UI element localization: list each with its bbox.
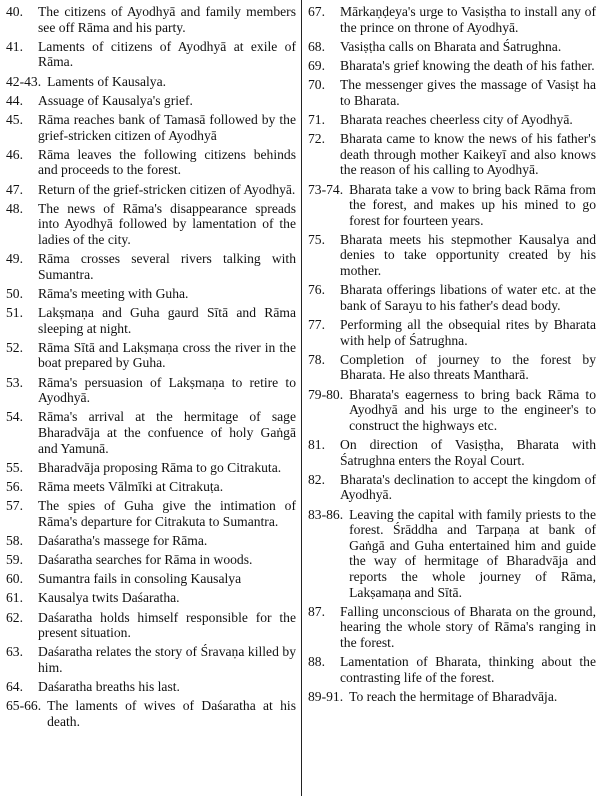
contents-entry <box>308 232 596 279</box>
entry-number: 47. <box>6 181 23 197</box>
entry-text: Daśaratha holds himself responsible for the present situation. <box>38 609 296 641</box>
entry-text: Kausalya twits Daśaratha. <box>38 590 180 606</box>
entry-text: The laments of wives of Daśaratha at his death. <box>47 698 296 729</box>
entry-text: Laments of citizens of Ayodhyā at exile of Rāma. <box>38 38 296 70</box>
contents-entry <box>308 507 596 601</box>
entry-number: 70. <box>308 77 325 93</box>
entry-text: Sumantra fails in consoling Kausalya <box>38 571 242 587</box>
entry-text: Daśaratha breaths his last. <box>38 679 180 695</box>
contents-entry <box>6 4 296 35</box>
entry-number: 88. <box>308 654 325 670</box>
entry-number: 89-91. <box>308 688 344 704</box>
contents-entry <box>6 340 296 371</box>
entry-text: Completion of journey to the forest by Bharata. He also threats Mantharā. <box>340 351 596 383</box>
entry-text: Assuage of Kausalya's grief. <box>38 92 193 108</box>
entry-text: Rāma's persuasion of Lakṣmaṇa to retire to Ayodhyā. <box>38 374 296 406</box>
entry-text: Lakṣmaṇa and Guha gaurd Sītā and Rāma sleeping at night. <box>38 305 296 336</box>
entry-text: Rāma crosses several rivers talking with Sumantra. <box>38 251 296 282</box>
entry-number: 72. <box>308 131 325 147</box>
entry-number: 57. <box>6 498 23 514</box>
entry-text: The messenger gives the massage of Vasiṣt ha to Bharata. <box>340 77 596 108</box>
entry-text: Bharata meets his stepmother Kausalya and denies to take opportunity created by his mother. <box>340 231 596 279</box>
contents-entry <box>308 317 596 348</box>
contents-entry <box>6 74 296 90</box>
entry-text: Rāma's arrival at the hermitage of sage Bharadvāja at the confuence of holy Gaṅgā and Yamunā. <box>38 409 296 456</box>
entry-number: 76. <box>308 282 325 298</box>
entry-text: Bharata take a vow to bring back Rāma from the forest, and makes up his mined to go forest for fourteen years. <box>349 181 596 228</box>
entry-number: 46. <box>6 146 23 162</box>
entry-number: 45. <box>6 111 23 127</box>
entry-text: Rāma leaves the following citizens behinds and proceeds to the forest. <box>38 146 296 178</box>
contents-entry <box>6 610 296 641</box>
contents-entry <box>6 286 296 302</box>
contents-entry <box>6 679 296 695</box>
entry-number: 59. <box>6 552 23 568</box>
entry-text: Bharata's declination to accept the kingdom of Ayodhyā. <box>340 471 596 503</box>
entry-number: 48. <box>6 200 23 216</box>
contents-entry <box>6 182 296 198</box>
contents-entry <box>308 112 596 128</box>
contents-entry <box>308 654 596 685</box>
entry-text: Bharata came to know the news of his father's death through mother Kaikeyī and also knows the reason of his calling to Ayodhyā. <box>340 131 596 178</box>
contents-entry <box>6 479 296 495</box>
entry-text: Bharata reaches cheerless city of Ayodhyā. <box>340 111 573 127</box>
entry-number: 79-80. <box>308 386 344 402</box>
entry-number: 49. <box>6 251 23 267</box>
contents-entry <box>308 39 596 55</box>
entry-number: 53. <box>6 374 23 390</box>
entry-number: 52. <box>6 339 23 355</box>
entry-text: Rāma's meeting with Guha. <box>38 285 189 301</box>
entry-text: Daśaratha's massege for Rāma. <box>38 532 208 548</box>
contents-entry <box>308 437 596 468</box>
entry-text: Bharata's eagerness to bring back Rāma to Ayodhyā and his urge to the engineer's to construct the highways etc. <box>349 386 596 433</box>
entry-number: 87. <box>308 603 325 619</box>
entry-number: 50. <box>6 285 23 301</box>
entry-number: 67. <box>308 4 325 19</box>
contents-entry <box>308 689 596 705</box>
entry-text: The spies of Guha give the intimation of Rāma's departure for Citrakuta to Sumantra. <box>38 498 296 529</box>
entry-text: Lamentation of Bharata, thinking about the contrasting life of the forest. <box>340 654 596 685</box>
contents-entry <box>308 58 596 74</box>
contents-entry <box>6 147 296 178</box>
contents-entry <box>308 131 596 178</box>
entry-number: 64. <box>6 679 23 695</box>
entry-text: Rāma meets Vālmīki at Citrakuṭa. <box>38 478 224 494</box>
entry-text: Laments of Kausalya. <box>47 73 167 89</box>
entry-text: Bharadvāja proposing Rāma to go Citrakuta. <box>38 459 282 475</box>
entry-text: Daśaratha searches for Rāma in woods. <box>38 552 253 568</box>
contents-entry <box>6 251 296 282</box>
entry-number: 65-66. <box>6 698 42 714</box>
entry-text: Daśaratha relates the story of Śravaṇa killed by him. <box>38 644 296 676</box>
entry-number: 61. <box>6 590 23 606</box>
contents-entry <box>308 182 596 229</box>
entry-number: 71. <box>308 111 325 127</box>
contents-entry <box>6 409 296 456</box>
contents-entry <box>308 472 596 503</box>
entry-number: 73-74. <box>308 181 344 197</box>
entry-number: 82. <box>308 471 325 487</box>
entry-number: 41. <box>6 38 23 54</box>
entry-text: Return of the grief-stricken citizen of Ayodhyā. <box>38 181 296 197</box>
entry-text: To reach the hermitage of Bharadvāja. <box>349 688 558 704</box>
left-column <box>6 4 296 733</box>
entry-number: 51. <box>6 305 23 321</box>
entry-number: 40. <box>6 4 23 19</box>
entry-text: On direction of Vasiṣṭha, Bharata with Śatrughna enters the Royal Court. <box>340 436 596 468</box>
entry-text: The citizens of Ayodhyā and family members see off Rāma and his party. <box>38 4 296 35</box>
entry-text: Bharata's grief knowing the death of his father. <box>340 57 595 73</box>
entry-text: Rāma reaches bank of Tamasā followed by the grief-stricken citizen of Ayodhyā <box>38 111 296 143</box>
entry-number: 69. <box>308 57 325 73</box>
contents-entry <box>308 77 596 108</box>
entry-text: Rāma Sītā and Lakṣmaṇa cross the river in the boat prepared by Guha. <box>38 339 296 371</box>
entry-number: 60. <box>6 571 23 587</box>
right-column <box>308 4 596 708</box>
entry-number: 58. <box>6 532 23 548</box>
contents-entry <box>6 305 296 336</box>
entry-text: Leaving the capital with family priests to the forest. Śrāddha and Tarpaṇa at bank of Gaṅgā and Guha entertained him and guide the way of hermitage of Bharadvāja and reports the whole journey of Rāma, Lakṣamaṇa and Sītā. <box>349 506 596 600</box>
contents-entry <box>6 112 296 143</box>
entry-text: Falling unconscious of Bharata on the ground, hearing the whole story of Rāma's ranging in the forest. <box>340 603 596 650</box>
entry-number: 44. <box>6 92 23 108</box>
entry-text: Bharata offerings libations of water etc. at the bank of Sarayu to his father's dead body. <box>340 282 596 313</box>
contents-entry <box>6 644 296 675</box>
contents-entry <box>308 282 596 313</box>
entry-number: 77. <box>308 317 325 333</box>
contents-entry <box>308 352 596 383</box>
entry-number: 75. <box>308 231 325 247</box>
entry-text: Mārkaṇḍeya's urge to Vasiṣtha to install any of the prince on throne of Ayodhyā. <box>340 4 596 35</box>
entry-number: 68. <box>308 38 325 54</box>
entry-number: 55. <box>6 459 23 475</box>
entry-number: 54. <box>6 409 23 425</box>
contents-entry <box>6 498 296 529</box>
contents-entry <box>6 698 296 729</box>
contents-entry <box>308 387 596 434</box>
contents-entry <box>308 604 596 651</box>
entry-number: 56. <box>6 478 23 494</box>
contents-entry <box>6 590 296 606</box>
contents-entry <box>6 201 296 248</box>
contents-entry <box>6 39 296 70</box>
entry-number: 81. <box>308 436 325 452</box>
contents-entry <box>6 533 296 549</box>
entry-number: 78. <box>308 351 325 367</box>
contents-entry <box>6 93 296 109</box>
entry-number: 63. <box>6 644 23 660</box>
column-divider <box>301 0 302 796</box>
entry-text: Vasiṣṭha calls on Bharata and Śatrughna. <box>340 38 562 54</box>
contents-entry <box>6 460 296 476</box>
entry-number: 83-86. <box>308 506 344 522</box>
contents-entry <box>308 4 596 35</box>
contents-entry <box>6 375 296 406</box>
contents-entry <box>6 552 296 568</box>
entry-number: 42-43. <box>6 73 42 89</box>
entry-number: 62. <box>6 609 23 625</box>
contents-entry <box>6 571 296 587</box>
entry-text: Performing all the obsequial rites by Bharata with help of Śatrughna. <box>340 317 596 348</box>
entry-text: The news of Rāma's disappearance spreads into Ayodhyā followed by lamentation of the ladies of the city. <box>38 200 296 247</box>
